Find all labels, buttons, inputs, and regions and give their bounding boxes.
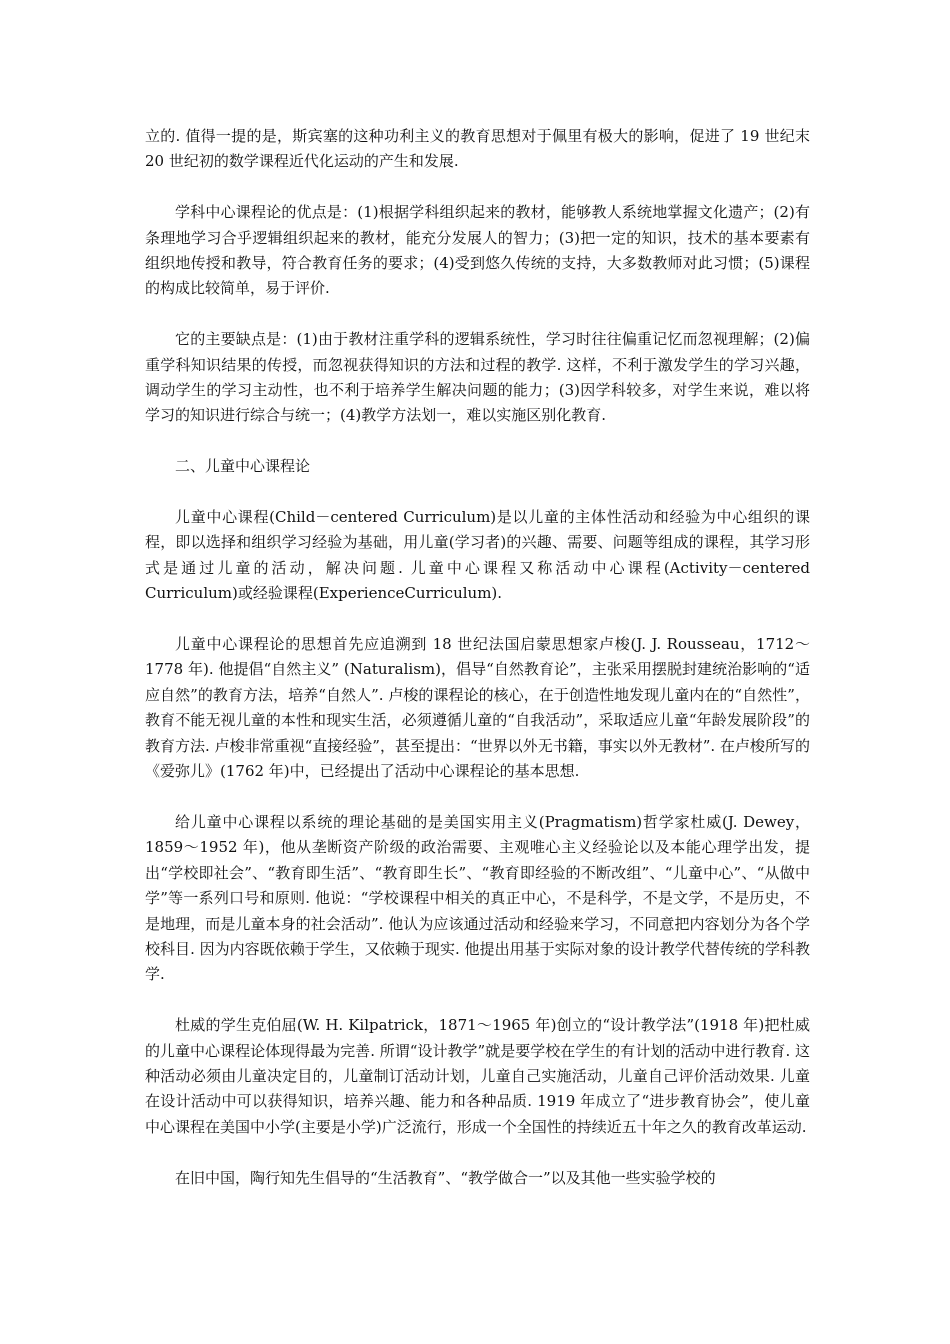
paragraph-old-china: 在旧中国，陶行知先生倡导的“生活教育”、“教学做合一”以及其他一些实验学校的 — [175, 1168, 716, 1187]
paragraph-subject-curriculum-advantages: 学科中心课程论的优点是：(1)根据学科组织起来的教材，能够教人系统地掌握文化遗产；(2)有条理地学习合乎逻辑组织起来的教材，能充分发展人的智力；(3)把一定的知识，技术的基本要素有组织地传授和教导，符合教育任务的要求；(4)受到悠久传统的支持，大多数教师对此习惯；(5)课程的构成比较简单，易于评价. — [145, 203, 810, 298]
paragraph-kilpatrick: 杜威的学生克伯屈(W. H. Kilpatrick，1871～1965 年)创立的“设计教学法”(1918 年)把杜威的儿童中心课程论体现得最为完善. 所谓“设计教学”就是要学校在学生的有计划的活动中进行教育. 这种活动必须由儿童决定目的，儿童制订活动计划，儿童自己实施活动，儿童自己评价活动效果. 儿童在设计活动中可以获得知识，培养兴趣、能力和各种品质. 1919 年成立了“进步教育协会”，使儿童中心课程在美国中小学(主要是小学)广泛流行，形成一个全国性的持续近五十年之久的教育改革运动. — [145, 1016, 810, 1136]
paragraph-dewey: 给儿童中心课程以系统的理论基础的是美国实用主义(Pragmatism)哲学家杜威(J. Dewey，1859～1952 年)，他从垄断资产阶级的政治需要、主观唯心主义经验论以及本能心理学出发，提出“学校即社会”、“教育即生活”、“教育即生长”、“教育即经验的不断改组”、“儿童中心”、“从做中学”等一系列口号和原则. 他说：“学校课程中相关的真正中心，不是科学，不是文学，不是历史，不是地理，而是儿童本身的社会活动”. 他认为应该通过活动和经验来学习，不同意把内容划分为各个学校科目. 因为内容既依赖于学生，又依赖于现实. 他提出用基于实际对象的设计教学代替传统的学科教学. — [145, 812, 810, 984]
paragraph-child-centered-definition: 儿童中心课程(Child－centered Curriculum)是以儿童的主体性活动和经验为中心组织的课程，即以选择和组织学习经验为基础，用儿童(学习者)的兴趣、需要、问题等组成的课程，其学习形式是通过儿童的活动，解决问题. 儿童中心课程又称活动中心课程(Activity－centered Curriculum)或经验课程(ExperienceCurriculum). — [145, 508, 810, 603]
document-body — [145, 124, 810, 1216]
paragraph-rousseau: 儿童中心课程论的思想首先应追溯到 18 世纪法国启蒙思想家卢梭(J. J. Rousseau，1712～1778 年). 他提倡“自然主义” (Naturalism)，倡导“自然教育论”，主张采用摆脱封建统治影响的“适应自然”的教育方法，培养“自然人”. 卢梭的课程论的核心，在于创造性地发现儿童内在的“自然性”，教育不能无视儿童的本性和现实生活，必须遵循儿童的“自我活动”，采取适应儿童“年龄发展阶段”的教育方法. 卢梭非常重视“直接经验”，甚至提出：“世界以外无书籍，事实以外无教材”. 在卢梭所写的《爱弥儿》(1762 年)中，已经提出了活动中心课程论的基本思想. — [145, 635, 810, 781]
section-heading: 二、儿童中心课程论 — [175, 457, 311, 476]
paragraph-continuation: 立的. 值得一提的是，斯宾塞的这种功利主义的教育思想对于佩里有极大的影响，促进了 19 世纪末 20 世纪初的数学课程近代化运动的产生和发展. — [145, 127, 810, 171]
paragraph-subject-curriculum-disadvantages: 它的主要缺点是：(1)由于教材注重学科的逻辑系统性，学习时往往偏重记忆而忽视理解；(2)偏重学科知识结果的传授，而忽视获得知识的方法和过程的教学. 这样，不利于激发学生的学习兴趣，调动学生的学习主动性，也不利于培养学生解决问题的能力；(3)因学科较多，对学生来说，难以将学习的知识进行综合与统一；(4)教学方法划一，难以实施区别化教育. — [145, 330, 810, 425]
